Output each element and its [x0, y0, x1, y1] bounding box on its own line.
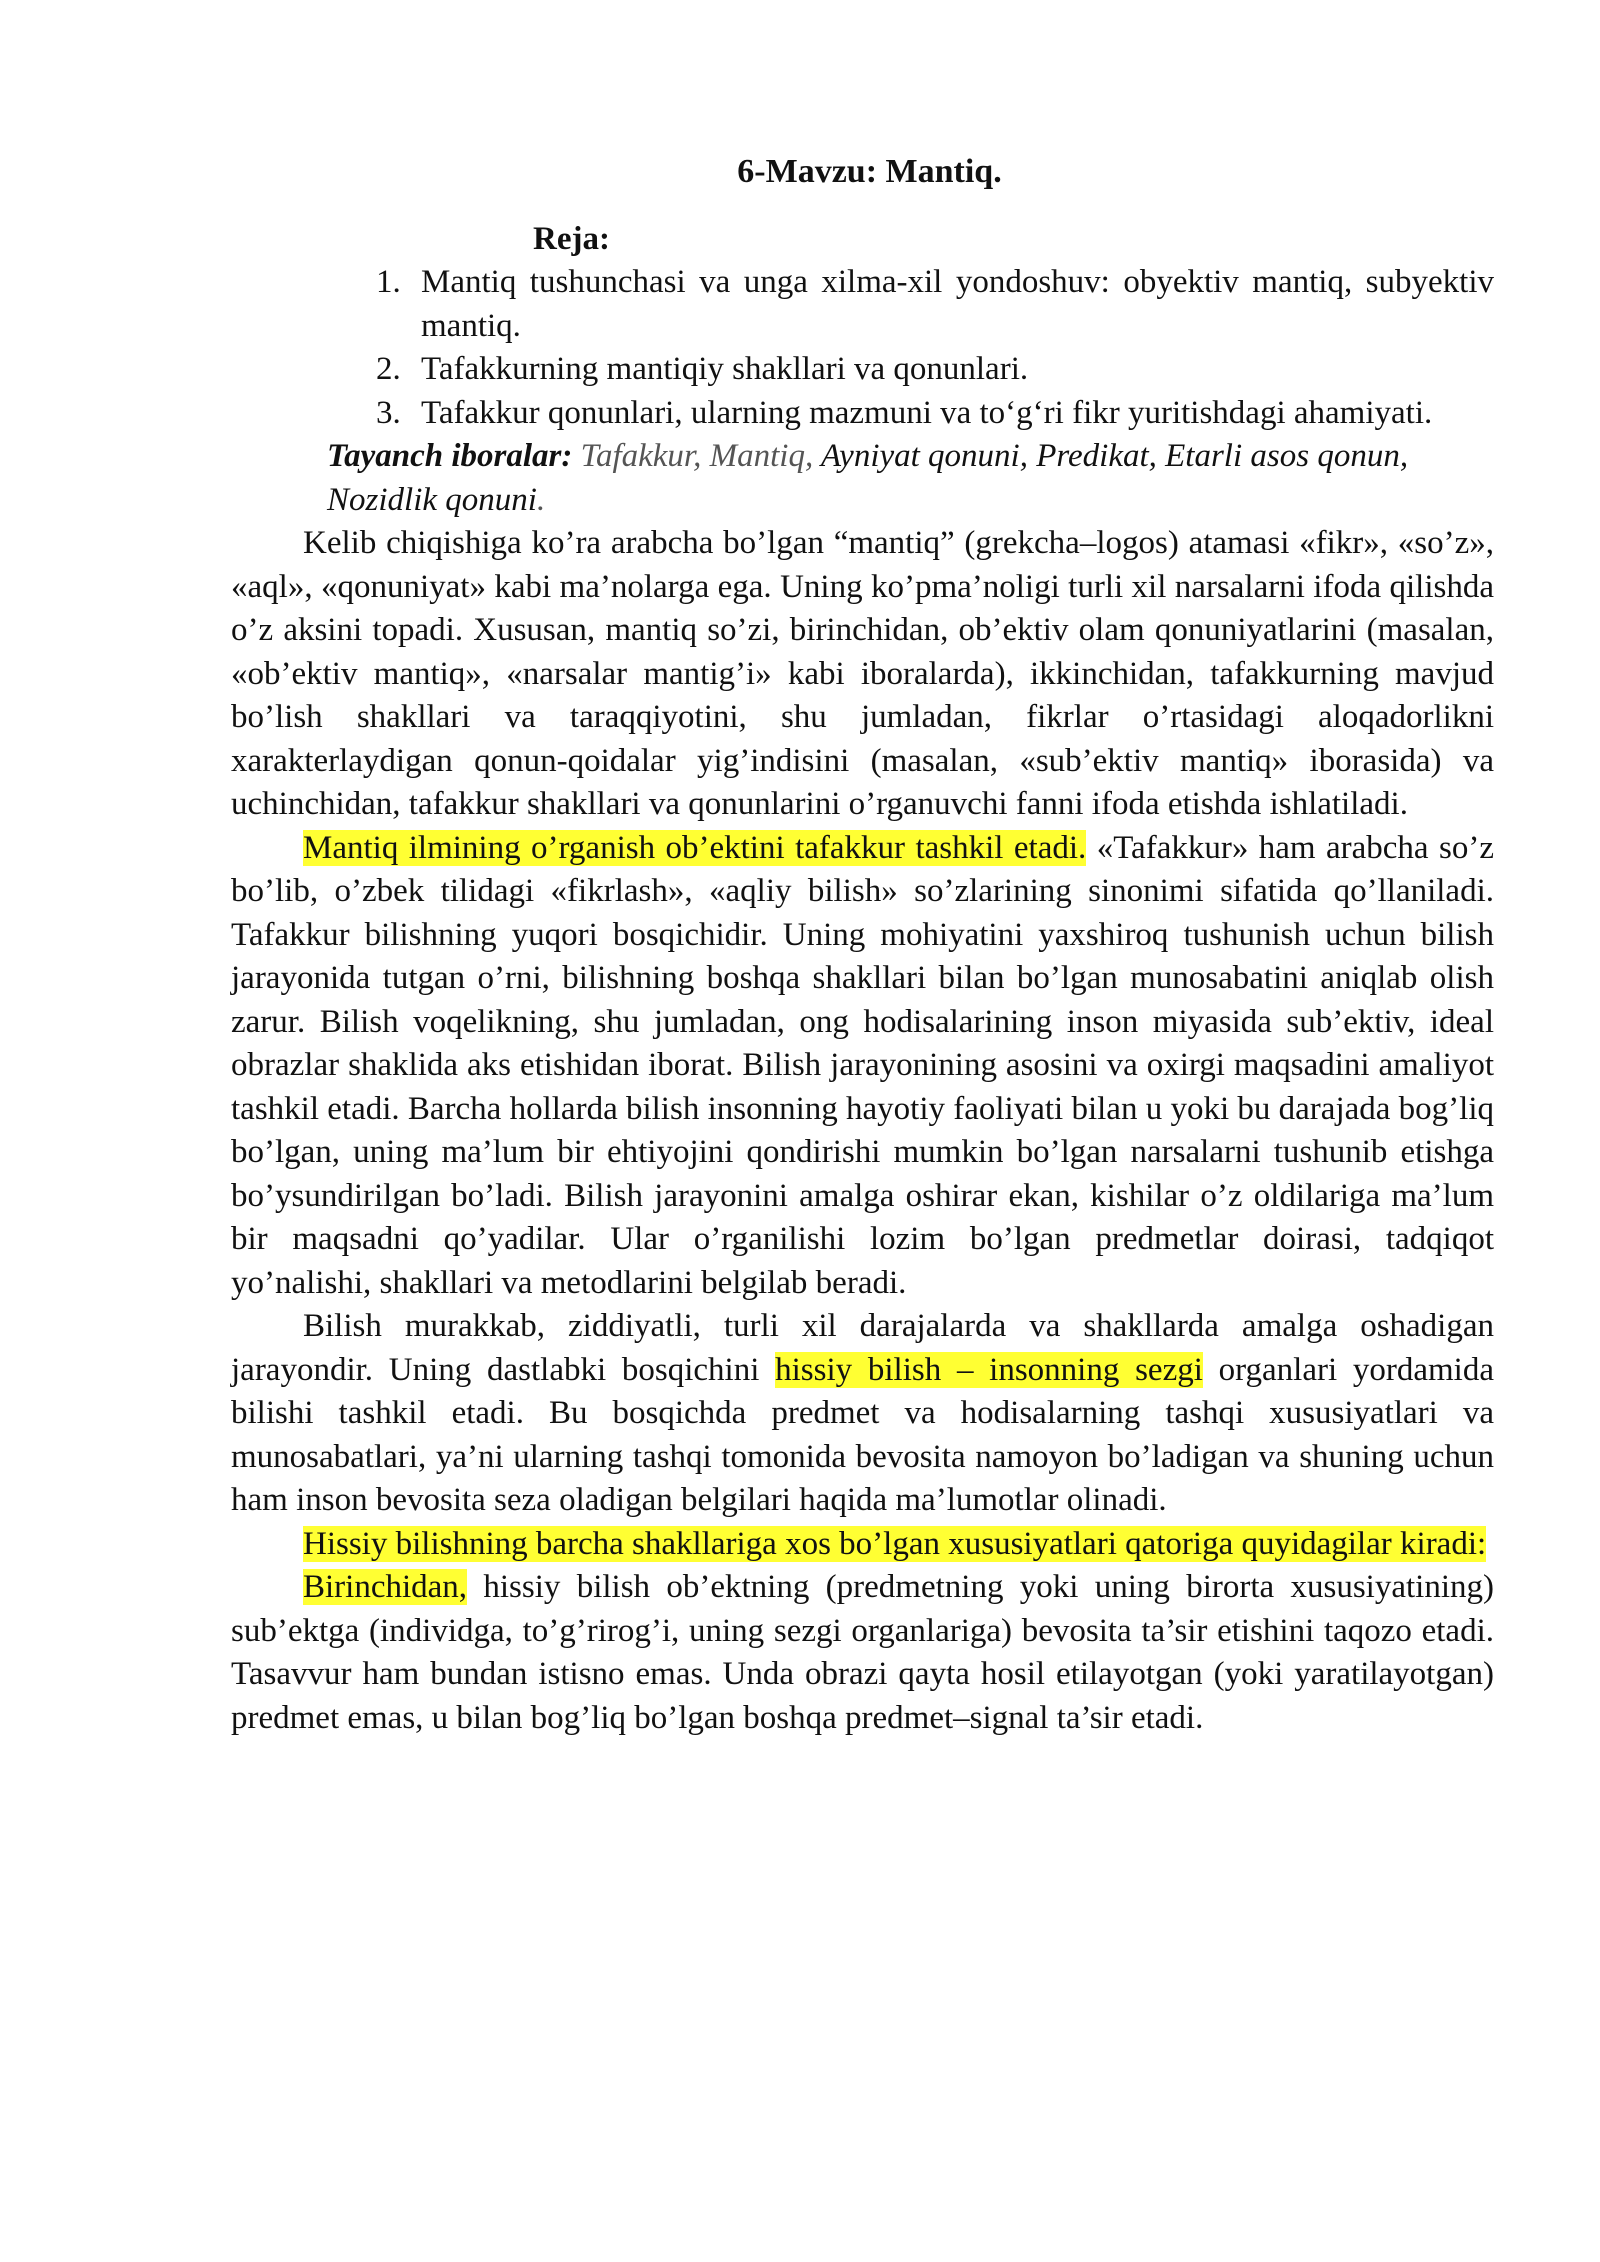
page-title: 6-Mavzu: Mantiq. — [737, 153, 1002, 190]
plan-item-number: 1. — [376, 264, 401, 300]
paragraph-4 — [231, 1523, 1494, 1567]
paragraph-3-text-rest: organlari yordamida bilishi tashkil etadi. Bu bosqichda predmet va hodisalarning tashqi xususiyatlari va munosabatlari, ya’ni ularning tashqi tomonida bevosita namoyon bo’ladigan va shuning uchun ham inson bevosita seza oladigan belgilari haqida ma’lumotlar olinadi. — [231, 1351, 1494, 1518]
plan-label: Reja: — [533, 220, 610, 257]
plan-item — [376, 392, 1494, 436]
highlighted-text: hissiy bilish – insonning sezgi — [775, 1351, 1203, 1388]
keywords-line — [327, 435, 1494, 522]
document-page — [231, 150, 1494, 1740]
paragraph-3 — [231, 1305, 1494, 1523]
keywords-label: Tayanch iboralar: — [327, 438, 573, 474]
plan-list — [231, 261, 1494, 435]
highlighted-text: Birinchidan, — [303, 1569, 468, 1605]
paragraph-1-text: Kelib chiqishiga ko’ra arabcha bo’lgan “mantiq” (grekcha–logos) atamasi «fikr», «so’z», «aql», «qonuniyat» kabi ma’nolarga ega. Uning ko’pma’noligi turli xil narsalarni ifoda qilishda o’z aksini topadi. Xususan, mantiq so’zi, birinchidan, ob’ektiv olam qonuniyatlarini (masalan, «ob’ektiv mantiq», «narsalar mantig’i» kabi iboralarda), ikkinchidan, tafakkurning mavjud bo’lish shakllari va taraqqiyotini, shu jumladan, fikrlar o’rtasidagi aloqadorlikni xarakterlaydigan qonun-qoidalar yig’indisini (masalan, «sub’ektiv mantiq» iborasida) va uchinchidan, tafakkur shakllari va qonunlarini o’rganuvchi fanni ifoda etishda ishlatiladi. — [231, 525, 1494, 822]
paragraph-2-text: «Tafakkur» ham arabcha so’z bo’lib, o’zbek tilidagi «fikrlash», «aqliy bilish» so’zlarining sinonimi sifatida qo’llaniladi. Tafakkur bilishning yuqori bosqichidir. Uning mohiyatini yaxshiroq tushunish uchun bilish jarayonida tutgan o’rni, bilishning boshqa shakllari bilan bo’lgan munosabatini aniqlab olish zarur. Bilish voqelikning, shu jumladan, ong hodisalarining inson miyasida sub’ektiv, ideal obrazlar shaklida aks etishidan iborat. Bilish jarayonining asosini va oxirgi maqsadini amaliyot tashkil etadi. Barcha hollarda bilish insonning hayotiy faoliyati bilan u yoki bu darajada bog’liq bo’lgan, uning ma’lum bir ehtiyojini qondirishi mumkin bo’lgan narsalarni tushunib etishga bo’ysundirilgan bo’ladi. Bilish jarayonini amalga oshirar ekan, kishilar o’z oldilariga ma’lum bir maqsadni qo’yadilar. Ular o’rganilishi lozim bo’lgan predmetlar doirasi, tadqiqot yo’nalishi, shakllari va metodlarini belgilab beradi. — [231, 829, 1494, 1301]
highlighted-text: Mantiq ilmining o’rganish ob’ektini tafakkur tashkil etadi. — [303, 829, 1087, 866]
paragraph-5-text: hissiy bilish ob’ektning (predmetning yoki uning birorta xususiyatining) sub’ektga (individga, to’g’rirog’i, uning sezgi organlariga) bevosita ta’sir etishini taqozo etadi. Tasavvur ham bundan istisno emas. Unda obrazi qayta hosil etilayotgan (yoki yaratilayotgan) predmet emas, u bilan bog’liq bo’lgan boshqa predmet–signal ta’sir etadi. — [231, 1569, 1494, 1736]
paragraph-5 — [231, 1566, 1494, 1740]
plan-item-text: Tafakkurning mantiqiy shakllari va qonunlari. — [421, 351, 1029, 387]
plan-item-number: 3. — [376, 394, 401, 431]
keywords-part-2: Ayniyat qonuni, Predikat, Etarli asos qonun, Nozidlik qonuni — [327, 438, 1409, 518]
keywords-part-3: . — [536, 481, 546, 518]
plan-item-text: Mantiq tushunchasi va unga xilma-xil yondoshuv: obyektiv mantiq, subyektiv mantiq. — [421, 264, 1494, 344]
plan-item — [376, 261, 1494, 348]
plan-item — [376, 348, 1494, 392]
paragraph-2 — [231, 827, 1494, 1306]
keywords-part-1: Tafakkur, Mantiq, — [580, 438, 814, 474]
plan-item-text: Tafakkur qonunlari, ularning mazmuni va to‘g‘ri fikr yuritishdagi ahamiyati. — [421, 394, 1433, 431]
highlighted-text: Hissiy bilishning barcha shakllariga xos bo’lgan xususiyatlari qatoriga quyidagilar kiradi: — [303, 1525, 1487, 1562]
plan-item-number: 2. — [376, 351, 401, 387]
paragraph-3-text-start: Bilish murakkab, ziddiyatli, turli xil darajalarda va shakllarda amalga oshadigan jarayondir. Uning dastlabki bosqichini — [231, 1308, 1494, 1388]
paragraph-1 — [231, 522, 1494, 827]
